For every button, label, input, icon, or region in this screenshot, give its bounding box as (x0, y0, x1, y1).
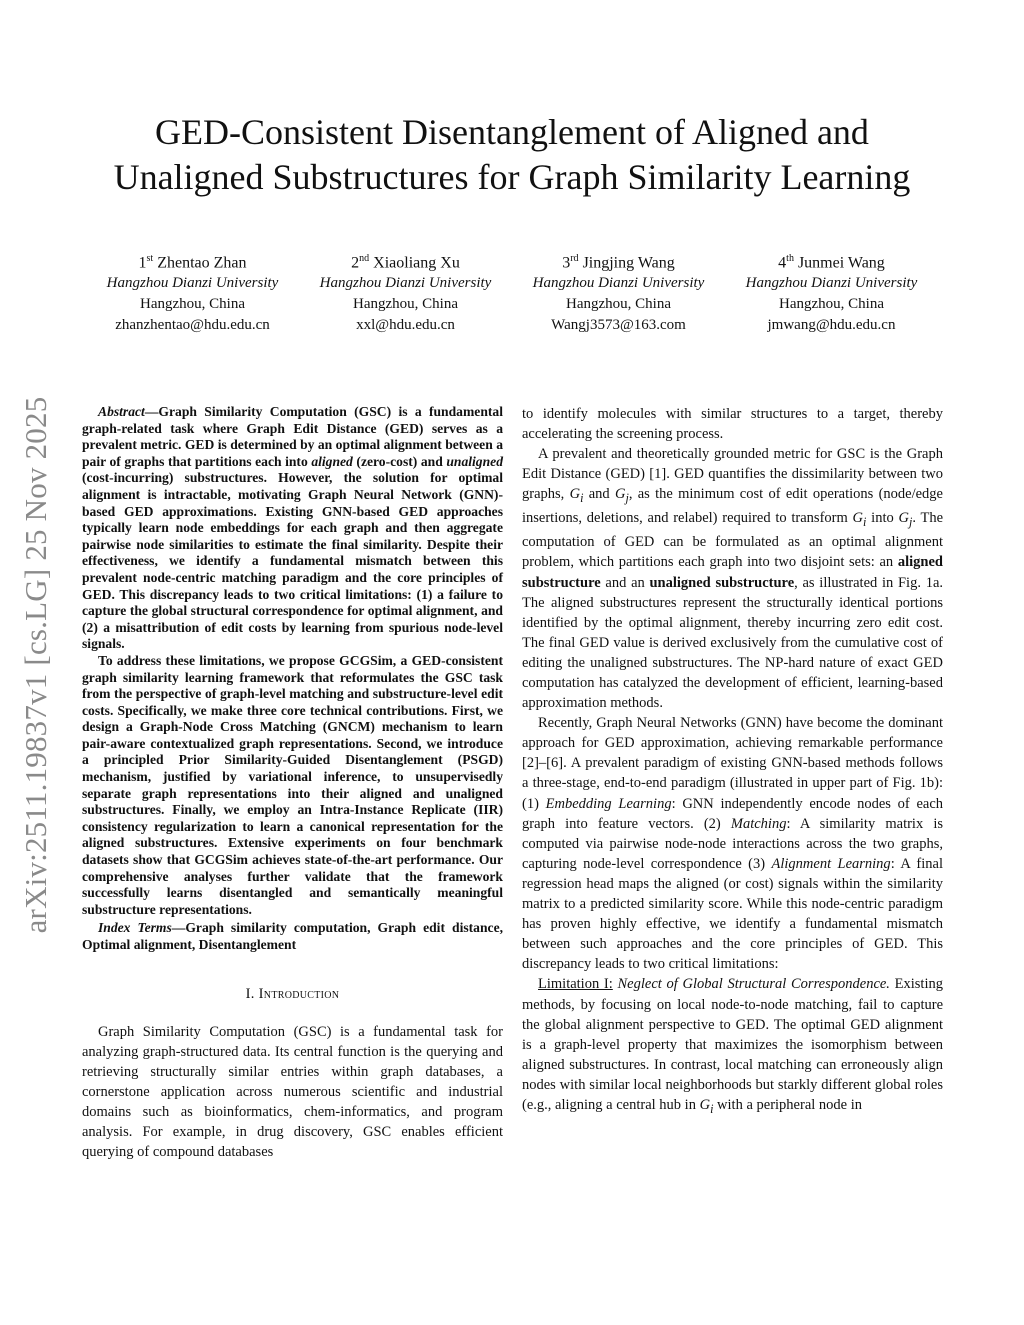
author-location: Hangzhou, China (779, 296, 884, 313)
author-email: xxl@hdu.edu.cn (356, 317, 455, 334)
right-column (522, 404, 943, 1119)
author-email: zhanzhentao@hdu.edu.cn (115, 317, 270, 334)
author-name: Xiaoliang Xu (373, 254, 460, 272)
author-3: 3rd Jingjing Wang Hangzhou Dianzi University Hangzhou, China Wangj3573@163.com (516, 248, 721, 336)
author-email: Wangj3573@163.com (551, 317, 686, 334)
author-block (90, 248, 934, 336)
abstract (82, 404, 503, 918)
author-affiliation: Hangzhou Dianzi University (319, 275, 492, 292)
author-location: Hangzhou, China (140, 296, 245, 313)
author-name: Junmei Wang (797, 254, 885, 272)
author-name: Jingjing Wang (582, 254, 675, 272)
author-1: 1st Zhentao Zhan Hangzhou Dianzi University Hangzhou, China zhanzhentao@hdu.edu.cn (90, 248, 295, 336)
abstract-paragraph-2: To address these limitations, we propose GCGSim, a GED-consistent graph similarity learning framework that reformulates the GSC task from the perspective of graph-level matching and substructure-level edit costs. Specifically, we make three core technical contributions. First, we design a Graph-Node Cross Matching (GNCM) mechanism to learn pair-aware contextualized graph representations. Second, we introduce a principled Prior Similarity-Guided Disentanglement (PSGD) mechanism, justified by variational inference, to unsupervisedly separate graph representations into their aligned and unaligned substructures. Finally, we employ an Intra-Instance Replicate (IIR) consistency regularization to learn a canonical representation for the aligned substructures. Extensive experiments on four benchmark datasets show that GCGSim achieves state-of-the-art performance. Our comprehensive analyses further validate that the framework successfully learns disentangled and semantically meaningful substructure representations. (82, 652, 503, 917)
author-affiliation: Hangzhou Dianzi University (532, 275, 705, 292)
author-affiliation: Hangzhou Dianzi University (106, 275, 279, 292)
author-email: jmwang@hdu.edu.cn (767, 317, 896, 334)
author-name: Zhentao Zhan (157, 254, 247, 272)
author-affiliation: Hangzhou Dianzi University (745, 275, 918, 292)
intro-paragraph-3: Recently, Graph Neural Networks (GNN) have become the dominant approach for GED approximation, achieving remarkable performance [2]–[6]. A prevalent paradigm of existing GNN-based methods follows a three-stage, end-to-end paradigm (illustrated in upper part of Fig. 1b): (1) Embedding Learning: GNN independently encode nodes of each graph into feature vectors. (2) Matching: A similarity matrix is computed via pairwise node-node interactions across the two graphs, capturing node-level correspondence (3) Alignment Learning: A final regression head maps the aligned (or cost) signals within the similarity matrix to a predicted similarity score. While this node-centric paradigm has proven highly effective, we identify a fundamental mismatch between such approaches and the core principles of GED. This discrepancy leads to two critical limitations: (522, 715, 944, 973)
author-location: Hangzhou, China (566, 296, 671, 313)
abstract-paragraph-1: Abstract—Graph Similarity Computation (GSC) is a fundamental graph-related task where Graph Edit Distance (GED) serves as a prevalent metric. GED is determined by an optimal alignment between a pair of graphs that partitions each into aligned (zero-cost) and unaligned (cost-incurring) substructures. However, the solution for optimal alignment is intractable, motivating Graph Neural Network (GNN)-based GED approximations. Existing GNN-based GED approaches typically learn node embeddings for each graph and then aggregate pairwise node similarities to estimate the final similarity. Despite their effectiveness, we identify a fundamental mismatch between this prevalent node-centric matching paradigm and the core principles of GED. This discrepancy leads to two critical limitations: (1) a failure to capture the global structural correspondence for optimal alignment, and (2) a misattribution of edit costs by learning from spurious node-level signals. (82, 404, 503, 652)
author-location: Hangzhou, China (353, 296, 458, 313)
intro-paragraph-1: Graph Similarity Computation (GSC) is a fundamental task for analyzing graph-structured data. Its central function is the querying and retrieving structurally similar entries within graph databases, a cornerstone application across numerous scientific and industrial domains such as bioinformatics, chem-informatics, and program analysis. For example, in drug discovery, GSC enables efficient querying of compound databases (82, 1023, 503, 1161)
paper-title: GED-Consistent Disentanglement of Aligned and Unaligned Substructures for Graph Similarity Learning (113, 112, 911, 198)
author-2: 2nd Xiaoliang Xu Hangzhou Dianzi University Hangzhou, China xxl@hdu.edu.cn (303, 248, 508, 336)
author-4: 4th Junmei Wang Hangzhou Dianzi University Hangzhou, China jmwang@hdu.edu.cn (729, 248, 934, 336)
intro-paragraph-2: A prevalent and theoretically grounded metric for GSC is the Graph Edit Distance (GED) [1]. GED quantifies the dissimilarity between two graphs, $G_i$ and $G_j$, as the minimum cost of edit operations (node/edge insertions, deletions, and relabel) required to transform $G_i$ into $G_j$. The computation of GED can be formulated as an optimal alignment problem, which partitions each graph into two disjoint sets: an aligned substructure and an unaligned substructure, as illustrated in Fig. 1a. The aligned substructures represent the structurally identical portions identified by the optimal alignment, thereby incurring zero edit cost. The final GED value is derived exclusively from the cumulative cost of editing the unaligned substructures. The NP-hard nature of exact GED computation has catalyzed the development of efficient, learning-based approximation methods. (522, 446, 944, 712)
arxiv-side-identifier (10, 370, 62, 960)
left-column (82, 404, 503, 1162)
section-heading-introduction: I. Introduction (245, 985, 340, 1002)
abstract-label: Abstract (98, 404, 145, 419)
arxiv-id-text: arXiv:2511.19837v1 [cs.LG] 25 Nov 2025 (18, 396, 53, 934)
index-terms: Index Terms—Graph similarity computation, Graph edit distance, Optimal alignment, Disentanglement (82, 920, 503, 952)
limitation-label: Limitation I: (538, 976, 613, 993)
intro-continuation: to identify molecules with similar structures to a target, thereby accelerating the screening process. (522, 406, 943, 443)
limitation-1-paragraph: Limitation I: Neglect of Global Structural Correspondence. Existing methods, by focusing on local node-to-node matching, fail to capture the global alignment perspective to GED. The optimal GED alignment is a graph-level property that maximizes the isomorphism between aligned substructures. In contrast, local matching can erroneously align nodes with similar local neighborhoods but starkly different global roles (e.g., aligning a central hub in $G_i$ with a peripheral node in (522, 976, 943, 1116)
